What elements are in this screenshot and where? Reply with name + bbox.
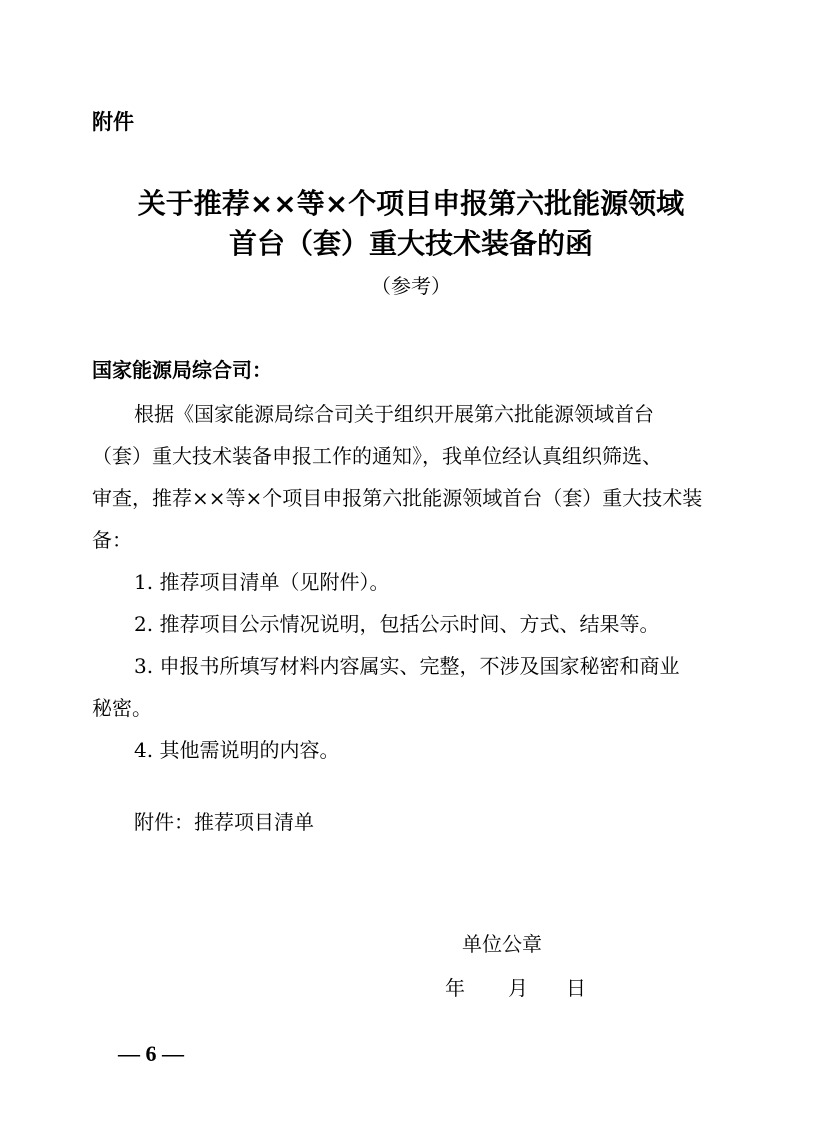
list-item-3: 3. 申报书所填写材料内容属实、完整，不涉及国家秘密和商业 — [134, 654, 680, 678]
attachment-note: 附件：推荐项目清单 — [134, 810, 314, 834]
unit-seal-label: 单位公章 — [462, 932, 542, 956]
document-subtitle: （参考） — [371, 274, 451, 298]
document-title-line-2: 首台（套）重大技术装备的函 — [228, 227, 593, 260]
date-month-label: 月 — [508, 976, 528, 1000]
body-line-3: 审查，推荐××等×个项目申报第六批能源领域首台（套）重大技术装 — [92, 486, 703, 510]
list-item-3-continued: 秘密。 — [92, 696, 152, 720]
document-title-line-1: 关于推荐××等×个项目申报第六批能源领域 — [137, 187, 685, 220]
body-line-2: （套）重大技术装备申报工作的通知》，我单位经认真组织筛选、 — [92, 444, 662, 468]
date-day-label: 日 — [566, 976, 586, 1000]
body-line-1: 根据《国家能源局综合司关于组织开展第六批能源领域首台 — [134, 402, 654, 426]
list-item-4: 4. 其他需说明的内容。 — [134, 738, 340, 762]
body-line-4: 备： — [92, 528, 132, 552]
addressee: 国家能源局综合司： — [92, 358, 272, 382]
page-number: — 6 — — [118, 1041, 184, 1066]
date-year-label: 年 — [445, 976, 465, 1000]
list-item-1: 1. 推荐项目清单（见附件）。 — [134, 570, 390, 594]
attachment-label: 附件 — [92, 110, 134, 134]
list-item-2: 2. 推荐项目公示情况说明，包括公示时间、方式、结果等。 — [134, 612, 660, 636]
